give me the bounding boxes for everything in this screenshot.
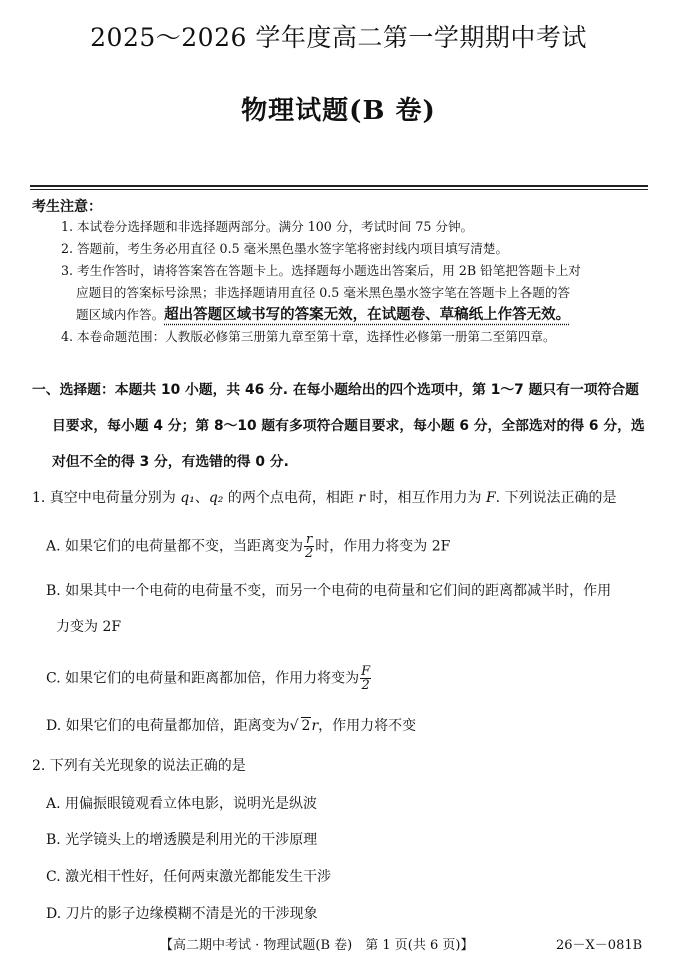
q1-var-q2: q₂	[208, 490, 224, 506]
notice-item-3-line3-prefix: 题区域内作答。	[76, 307, 165, 322]
section-instructions	[32, 372, 652, 480]
fraction-numerator: r	[304, 533, 314, 547]
q2-option-b[interactable]: B. 光学镜头上的增透膜是利用光的干涉原理	[46, 832, 318, 848]
notice-item-4: 4. 本卷命题范围：人教版必修第三册第九章至第十章，选择性必修第一册第二至第四章。	[61, 329, 556, 344]
q1-option-a-text: A. 如果它们的电荷量都不变，当距离变为	[46, 538, 304, 555]
section-line-3: 对但不全的得 3 分，有选错的得 0 分.	[52, 454, 289, 470]
sqrt-radicand: 2	[301, 718, 311, 734]
footer-page-info: 【高二期中考试 · 物理试题(B 卷) 第 1 页(共 6 页)】	[160, 938, 474, 953]
fraction-numerator: F	[361, 664, 371, 679]
section-line-1: 一、选择题：本题共 10 小题，共 46 分. 在每小题给出的四个选项中，第 1～7 题只有一项符合题	[32, 382, 639, 398]
notice-list	[62, 216, 654, 348]
divider-thin	[30, 189, 648, 190]
q1-var-r: r	[358, 490, 366, 506]
q1-option-b-line1: B. 如果其中一个电荷的电荷量不变，而另一个电荷的电荷量和它们间的距离都减半时，作用	[46, 583, 612, 599]
q1-stem-part-b: 的两个点电荷，相距	[223, 490, 359, 506]
sqrt-sign-icon: √	[289, 718, 299, 734]
q2-option-d[interactable]: D. 刀片的影子边缘模糊不清是光的干涉现象	[46, 906, 318, 922]
notice-item-3	[62, 260, 654, 326]
q1-option-c-text: C. 如果它们的电荷量和距离都加倍，作用力将变为	[46, 670, 360, 687]
q1-option-d[interactable]	[46, 715, 656, 737]
notice-heading: 考生注意：	[32, 199, 102, 215]
question-2-stem: 2. 下列有关光现象的说法正确的是	[32, 758, 246, 774]
q1-var-q1: q₁	[180, 490, 195, 506]
q2-option-c[interactable]: C. 激光相干性好，任何两束激光都能发生干涉	[46, 869, 332, 885]
q1-separator: 、	[194, 490, 209, 506]
subject-title: 物理试题(B 卷)	[241, 96, 436, 126]
q2-option-a[interactable]: A. 用偏振眼镜观看立体电影，说明光是纵波	[46, 796, 318, 812]
footer-code: 26－X－081B	[556, 938, 643, 953]
divider-thick	[30, 185, 648, 187]
q1-stem-part-a: 1. 真空中电荷量分别为	[32, 490, 181, 506]
notice-item-3-line1: 3. 考生作答时，请将答案答在答题卡上。选择题每小题选出答案后，用 2B 铅笔把答题卡上对	[61, 263, 581, 278]
fraction-denominator: 2	[305, 546, 314, 561]
q1-stem-part-c: 时，相互作用力为	[365, 490, 486, 506]
notice-item-1: 1. 本试卷分选择题和非选择题两部分。满分 100 分，考试时间 75 分钟。	[61, 219, 474, 234]
q1-var-F: F	[485, 490, 496, 506]
fraction-F-over-2	[360, 665, 371, 692]
q1-option-b-line2: 力变为 2F	[56, 619, 122, 635]
question-1-stem	[32, 487, 657, 509]
q1-option-c[interactable]	[46, 665, 656, 692]
q1-option-d-var-r: r	[311, 718, 319, 734]
q1-option-b[interactable]	[46, 580, 656, 638]
q1-stem-part-d: . 下列说法正确的是	[495, 490, 617, 506]
fraction-denominator: 2	[361, 678, 370, 693]
q1-option-a-tail: 时，作用力将变为 2F	[315, 538, 451, 555]
notice-item-3-line3	[62, 304, 654, 326]
q1-option-d-tail: ，作用力将不变	[318, 718, 417, 734]
notice-item-2: 2. 答题前，考生务必用直径 0.5 毫米黑色墨水签字笔将密封线内项目填写清楚。	[61, 241, 509, 256]
section-line-2: 目要求，每小题 4 分；第 8～10 题有多项符合题目要求，每小题 6 分，全部选对的得 6 分，选	[52, 418, 645, 434]
notice-item-3-line2: 应题目的答案标号涂黑；非选择题请用直径 0.5 毫米黑色墨水签字笔在答题卡上各题的答	[76, 285, 571, 300]
notice-emphasis: 超出答题区域书写的答案无效，在试题卷、草稿纸上作答无效。	[164, 307, 571, 323]
exam-title: 2025～2026 学年度高二第一学期期中考试	[90, 23, 587, 52]
fraction-r-over-2	[304, 533, 314, 560]
q1-option-d-text: D. 如果它们的电荷量都加倍，距离变为	[46, 718, 290, 734]
q1-option-a[interactable]	[46, 533, 656, 560]
